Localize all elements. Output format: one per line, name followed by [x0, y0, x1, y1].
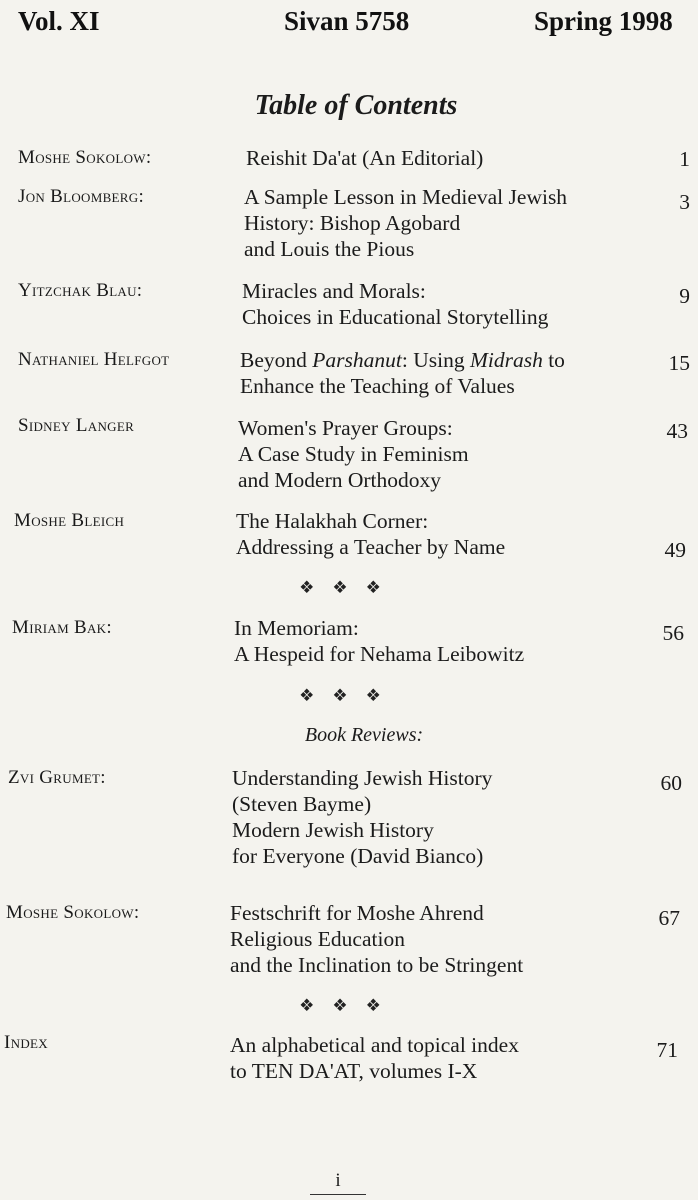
- entry-title-line: Enhance the Teaching of Values: [240, 374, 515, 398]
- entry-title-line: Choices in Educational Storytelling: [242, 305, 549, 329]
- entry-title-line: Reishit Da'at (An Editorial): [246, 146, 484, 170]
- entry-title-line: History: Bishop Agobard: [244, 211, 461, 235]
- entry-page: 3: [679, 190, 690, 214]
- entry-page: 56: [662, 621, 684, 645]
- entry-title: [230, 1032, 519, 1084]
- entry-title-line: Modern Jewish History: [232, 818, 434, 842]
- entry-title-line: Beyond Parshanut: Using Midrash to: [240, 348, 565, 372]
- page-number: i: [310, 1170, 366, 1195]
- ornament-divider: ❖❖❖: [299, 996, 399, 1016]
- entry-page: 60: [660, 771, 682, 795]
- volume-label: Vol. XI: [18, 6, 100, 36]
- entry-title: [246, 145, 483, 171]
- season-date: Spring 1998: [534, 6, 673, 36]
- entry-title-line: Women's Prayer Groups:: [238, 416, 453, 440]
- entry-title: [236, 508, 505, 560]
- entry-author: Jon Bloomberg:: [18, 186, 145, 207]
- entry-title-line: and Modern Orthodoxy: [238, 468, 442, 492]
- entry-author: Sidney Langer: [18, 415, 135, 436]
- entry-author: Nathaniel Helfgot: [18, 349, 170, 370]
- hebrew-date: Sivan 5758: [284, 6, 410, 36]
- entry-page: 71: [656, 1038, 678, 1062]
- running-header: [0, 0, 698, 50]
- entry-title: [244, 184, 567, 262]
- entry-page: 15: [668, 351, 690, 375]
- entry-page: 43: [666, 419, 688, 443]
- entry-author: Zvi Grumet:: [8, 767, 106, 788]
- entry-title-line: An alphabetical and topical index: [230, 1033, 519, 1057]
- entry-title-line: Festschrift for Moshe Ahrend: [230, 901, 484, 925]
- entry-page: 49: [664, 538, 686, 562]
- entry-author: Moshe Sokolow:: [6, 902, 140, 923]
- entry-title: [242, 278, 548, 330]
- entry-title-line: and the Inclination to be Stringent: [230, 953, 524, 977]
- entry-title-line: A Sample Lesson in Medieval Jewish: [244, 185, 568, 209]
- entry-title-line: (Steven Bayme): [232, 792, 372, 816]
- ornament-divider: ❖❖❖: [299, 686, 399, 706]
- entry-title: [238, 415, 469, 493]
- page-title: Table of Contents: [254, 90, 458, 121]
- entry-title-line: In Memoriam:: [234, 616, 359, 640]
- entry-author: Miriam Bak:: [12, 617, 112, 638]
- entry-title-line: to TEN DA'AT, volumes I-X: [230, 1059, 478, 1083]
- entry-title-line: and Louis the Pious: [244, 237, 415, 261]
- entry-title: [230, 900, 523, 978]
- entry-title: [234, 615, 524, 667]
- entry-author: Yitzchak Blau:: [18, 280, 143, 301]
- entry-title-line: The Halakhah Corner:: [236, 509, 429, 533]
- entry-title-line: Understanding Jewish History: [232, 766, 493, 790]
- entry-page: 1: [679, 147, 690, 171]
- ornament-divider: ❖❖❖: [299, 578, 399, 598]
- entry-author: Index: [4, 1032, 48, 1053]
- entry-author: Moshe Sokolow:: [18, 147, 152, 168]
- entry-title-line: Addressing a Teacher by Name: [236, 535, 506, 559]
- entry-page: 67: [658, 906, 680, 930]
- entry-page: 9: [679, 284, 690, 308]
- entry-title: [240, 347, 565, 399]
- entry-title-line: A Hespeid for Nehama Leibowitz: [234, 642, 525, 666]
- entry-title-line: for Everyone (David Bianco): [232, 844, 484, 868]
- section-label: Book Reviews:: [304, 724, 424, 746]
- entry-title: [232, 765, 492, 869]
- entry-author: Moshe Bleich: [14, 510, 125, 531]
- entry-title-line: Religious Education: [230, 927, 405, 951]
- entry-title-line: A Case Study in Feminism: [238, 442, 469, 466]
- entry-title-line: Miracles and Morals:: [242, 279, 426, 303]
